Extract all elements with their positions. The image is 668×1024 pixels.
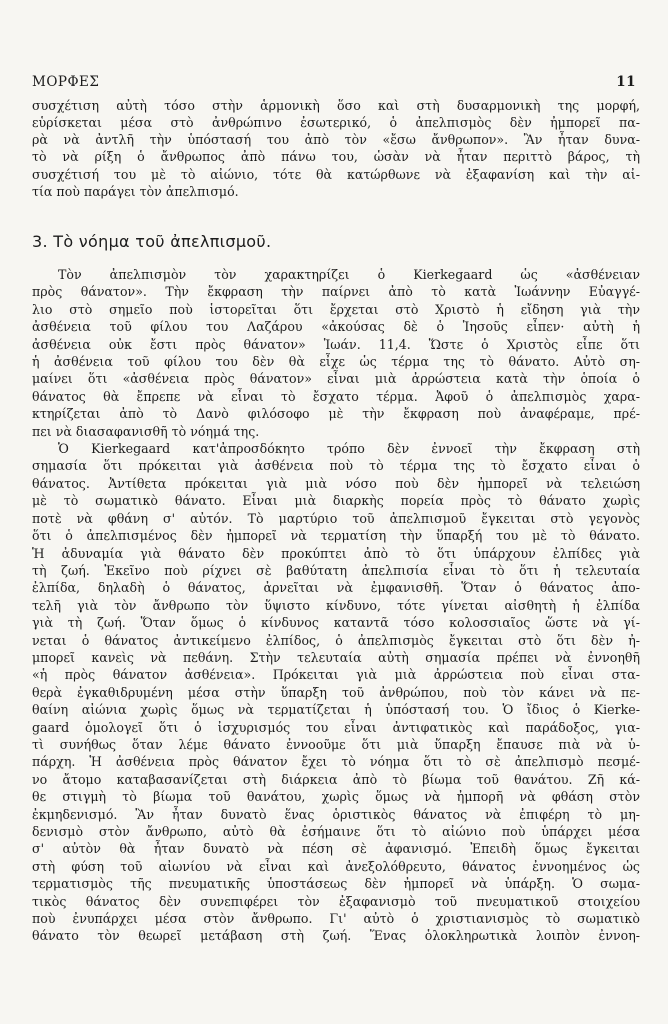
text-line: Ὁ Kierkegaard κατ'ἀπροσδόκητο τρόπο δὲν ἐννοεῖ τὴν ἔκφραση στὴ xyxy=(58,441,640,457)
text-line: θάνατο τὸν θεωρεῖ μετάβαση στὴ ζωή. Ἕνας ὁλοκληρωτικὰ λοιπὸν ἐννοη- xyxy=(32,928,640,944)
text-line: ὅτι ὁ ἀπελπισμένος δὲν ἠμπορεῖ νὰ τερματίση τὴν ὕπαρξή του μὲ τὸ θάνατο. xyxy=(32,528,640,544)
text-line: ρὰ νὰ ἀντλῆ τὴν ὑπόστασή του ἀπὸ τὸν «ἔσω ἄνθρωπον». Ἂν ἦταν δυνα- xyxy=(32,132,640,148)
text-line: τικὸς θάνατος δὲν συνεπιφέρει τὸν ἐξαφανισμὸ τοῦ πνευματικοῦ στοιχείου xyxy=(32,893,640,909)
text-line: ἀσθένεια τοῦ φίλου του Λαζάρου «ἀκούσας δὲ ὁ Ἰησοῦς εἶπεν· αὐτὴ ἡ xyxy=(32,319,640,335)
text-line: Ἡ ἀδυναμία γιὰ θάνατο δὲν προκύπτει ἀπὸ τὸ ὅτι ὑπάρχουν ἐλπίδες γιὰ xyxy=(32,545,640,561)
text-line: ἐκμηδενισμό. Ἂν ἦταν δυνατὸ ἕνας ὁριστικὸς θάνατος νὰ ἐπιφέρη τὸ μη- xyxy=(32,806,640,822)
text-line: ἡ ἀσθένεια τοῦ φίλου του δὲν θὰ εἶχε ὡς τέρμα της τὸ θάνατο. Αὐτὸ ση- xyxy=(32,354,640,370)
text-line: θε στιγμὴ τὸ βίωμα τοῦ θανάτου, χωρὶς ὅμως νὰ ἠμπορῆ νὰ φθάση στὸν xyxy=(32,789,640,805)
text-line: στὴ φύση τοῦ αἰωνίου νὰ εἶναι καὶ ἀνεξολόθρευτο, θάνατος ἐννοημένος ὡς xyxy=(32,858,640,874)
section-body xyxy=(32,266,640,962)
text-line: ἐλπίδα, δηλαδὴ ὁ θάνατος, ἀρνεῖται νὰ ἐμφανισθῆ. Ὅταν ὁ θάνατος ἀπο- xyxy=(32,580,640,596)
text-line: πάρχη. Ἡ ἀσθένεια πρὸς θάνατον ἔχει τὸ νόημα ὅτι τὸ σὲ ἀπελπισμὸ πεσμέ- xyxy=(32,754,640,770)
text-line: τερματισμὸς τῆς πνευματικῆς ὑποστάσεως δὲν ἠμπορεῖ νὰ ὑπάρξη. Ὁ σωμα- xyxy=(32,876,640,892)
text-line: δενισμὸ στὸν ἄνθρωπο, αὐτὸ θὰ ἐσήμαινε ὅτι τὸ αἰώνιο ποὺ ὑπάρχει μέσα xyxy=(32,824,640,839)
text-line: θάνατος. Ἀντίθετα πρόκειται γιὰ μιὰ νόσο ποὺ δὲν ἠμπορεῖ νὰ τελειώση xyxy=(32,475,640,491)
text-line: Τὸν ἀπελπισμὸν τὸν χαρακτηρίζει ὁ Kierkegaard ὡς «ἀσθένειαν xyxy=(58,267,640,282)
text-line: σ' αὐτὸν θὰ ἦταν δυνατὸ νὰ πέση σὲ ἀφανισμό. Ἐπειδὴ ὅμως ἔγκειται xyxy=(32,841,640,857)
text-line: κτηρίζεται ἀπὸ τὸ Δανὸ φιλόσοφο μὲ τὴν ἔκφραση ποὺ ἀναφέραμε, πρέ- xyxy=(32,406,640,422)
text-line: μπορεῖ κανεὶς νὰ πεθάνη. Στὴν τελευταία αὐτὴ σημασία πρέπει νὰ ἐννοηθῆ xyxy=(32,649,640,665)
text-line: λιο στὸ σημεῖο ποὺ ἱστορεῖται ὅτι ἔρχεται στὸ Χριστὸ ἡ εἴδηση γιὰ τὴν xyxy=(32,301,640,317)
text-line: γιὰ τὴ ζωή. Ὅταν ὅμως ὁ κίνδυνος καταντᾶ τόσο κολοσσιαῖος ὥστε νὰ γί- xyxy=(32,615,640,631)
text-line: ποὺ ἐνυπάρχει μέσα στὸν ἄνθρωπο. Γι' αὐτὸ ὁ χριστιανισμὸς τὸ σωματικὸ xyxy=(32,911,640,927)
text-line: μαίνει ὅτι «ἀσθένεια πρὸς θάνατον» εἶναι μιὰ ἀρρώστεια κατὰ τὴν ὁποία ὁ xyxy=(32,371,640,387)
text-line: συσχέτισή του μὲ τὸ αἰώνιο, τότε θὰ κατώρθωνε νὰ ἐξαφανίση καὶ τὴν αἰ- xyxy=(32,166,640,182)
text-line: «ἡ πρὸς θάνατον ἀσθένεια». Πρόκειται γιὰ μιὰ ἀρρώστεια ποὺ εἶναι στα- xyxy=(32,667,640,683)
running-head xyxy=(32,74,636,94)
text-line: ἀσθένεια οὐκ ἔστι πρὸς θάνατον» Ἰωάν. 11,4. Ὥστε ὁ Χριστὸς εἶπε ὅτι xyxy=(32,336,640,352)
text-line: μὲ τὸ σωματικὸ θάνατο. Εἶναι μιὰ διαρκὴς πορεία πρὸς τὸ θάνατο χωρὶς xyxy=(32,493,640,509)
text-line: σημασία ὅτι πρόκειται γιὰ ἀσθένεια ποὺ τὸ τέρμα της τὸ ἔσχατο εἶναι ὁ xyxy=(32,458,640,474)
text-line: πρὸς θάνατον». Τὴν ἔκφραση τὴν παίρνει ἀπὸ τὸ κατὰ Ἰωάννην Εὐαγγέ- xyxy=(32,284,640,300)
text-line: θερὰ ἐγκαθιδρυμένη μέσα στὴν ὕπαρξη τοῦ ἀνθρώπου, ποὺ τὸν κάνει νὰ πε- xyxy=(32,684,640,700)
text-line: τία ποὺ παράγει τὸν ἀπελπισμό. xyxy=(32,183,239,199)
text-line xyxy=(32,945,640,962)
text-line: θάνατος θὰ ἔπρεπε νὰ εἶναι τὸ ἔσχατο τέρμα. Ἀφοῦ ὁ ἀπελπισμὸς χαρα- xyxy=(32,388,640,404)
text-line: πει νὰ διασαφανισθῆ τὸ νόημά της. xyxy=(32,423,260,439)
section-heading: 3. Τὸ νόημα τοῦ ἀπελπισμοῦ. xyxy=(32,232,272,251)
text-line: εὑρίσκεται μέσα στὸ ἀνθρώπινο ἐσωτερικό, ὁ ἀπελπισμὸς δὲν ἠμπορεῖ πα- xyxy=(32,115,640,131)
page-number: 11 xyxy=(616,74,636,90)
text-line: τὴ ζωή. Ἐκεῖνο ποὺ ρίχνει σὲ βαθύτατη ἀπελπισία εἶναι τὸ ὅτι ἡ τελευταία xyxy=(32,562,640,578)
text-line: νεται ὁ θάνατος ἀντικείμενο ἐλπίδος, ὁ ἀπελπισμὸς ἔγκειται στὸ ὅτι δὲν ἠ- xyxy=(32,632,640,648)
text-line: νο ἄτομο καταβασανίζεται στὴ διάρκεια ἀπὸ τὸ βίωμα τοῦ θανάτου. Ζῆ κά- xyxy=(32,771,640,787)
intro-paragraph xyxy=(32,97,640,200)
text-line: θαίνη αἰώνια χωρὶς ὅμως νὰ τερματίζεται ἡ ὑπόστασή του. Ὁ ἴδιος ὁ Kierke- xyxy=(32,702,640,718)
text-line: ποτὲ νὰ φθάνη σ' αὐτόν. Τὸ μαρτύριο τοῦ ἀπελπισμοῦ ἔγκειται στὸ γεγονὸς xyxy=(32,510,640,526)
text-line: τελῆ γιὰ τὸν ἄνθρωπο τὸν ὕψιστο κίνδυνο, τότε γίνεται αἰσθητὴ ἡ ἐλπίδα xyxy=(32,597,640,613)
text-line: τὸ νὰ ρίξη ὁ ἄνθρωπος ἀπὸ πάνω του, ὡσὰν νὰ ἦταν περιττὸ βάρος, τὴ xyxy=(32,149,640,165)
text-line: gaard ὁμολογεῖ ὅτι ὁ ἰσχυρισμός του εἶναι ἀντιφατικὸς καὶ παράδοξος, για- xyxy=(32,719,640,735)
text-line: συσχέτιση αὐτὴ τόσο στὴν ἁρμονικὴ ὅσο καὶ στὴ δυσαρμονικὴ της μορφή, xyxy=(32,98,640,113)
text-line: τὶ συνήθως ὅταν λέμε θάνατο ἐννοοῦμε ὅτι μιὰ ὕπαρξη ἔπαυσε πιὰ νὰ ὑ- xyxy=(32,736,640,752)
running-head-title: ΜΟΡΦΕΣ xyxy=(32,74,100,90)
page xyxy=(20,0,648,1024)
